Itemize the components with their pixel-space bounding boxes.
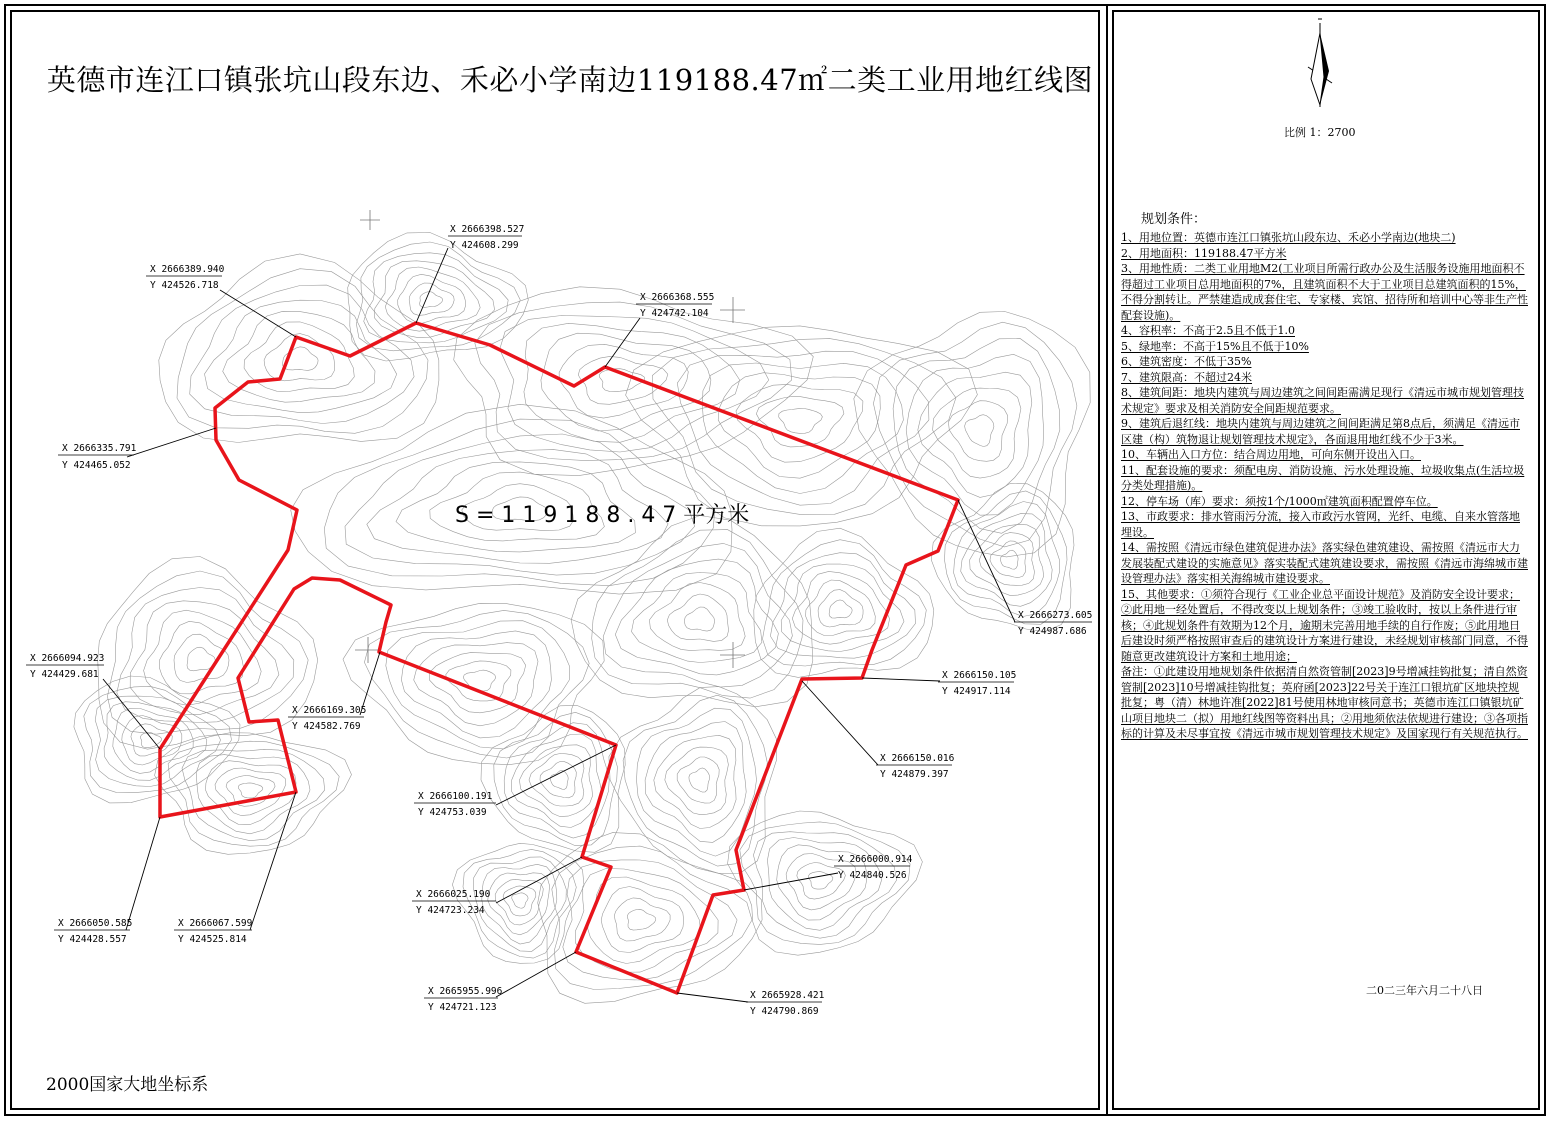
contour-line: [753, 832, 896, 939]
contour-line: [205, 300, 397, 413]
svg-text:Y 424840.526: Y 424840.526: [838, 870, 907, 881]
svg-text:Y 424723.234: Y 424723.234: [416, 905, 485, 916]
svg-text:X 2666000.914: X 2666000.914: [838, 854, 913, 865]
coord-label: [876, 753, 955, 780]
contour-line: [578, 356, 668, 404]
svg-text:X 2666100.191: X 2666100.191: [418, 791, 493, 802]
contour-line: [414, 643, 538, 726]
svg-text:Y 424526.718: Y 424526.718: [150, 280, 219, 291]
contour-line: [420, 292, 443, 308]
svg-text:X 2665928.421: X 2665928.421: [750, 990, 825, 1001]
conditions-heading: 规划条件：: [1141, 212, 1207, 227]
contour-line: [238, 783, 262, 798]
scale-label: 比例 1：2700: [1284, 126, 1356, 139]
contour-line: [685, 607, 715, 631]
svg-text:Y 424742.104: Y 424742.104: [640, 308, 709, 319]
contour-line: [488, 873, 550, 935]
terrain-contours: [74, 233, 1093, 1004]
svg-text:Y 424917.114: Y 424917.114: [942, 686, 1011, 697]
contour-line: [829, 600, 852, 618]
contour-line: [168, 741, 339, 846]
svg-text:X 2666273.605: X 2666273.605: [1018, 610, 1093, 621]
condition-item: 3、用地性质：二类工业用地M2(工业项目所需行政办公及生活服务设施用地面积不得超过工业项目总用地面积的7%，且建筑面积不大于工业项目总建筑面积的15%，不得分割转让。严禁建造成成套住宅、专家楼、宾馆、招待所和培训中心等非生产性配套设施)。: [1121, 262, 1528, 322]
condition-item: 15、其他要求：①须符合现行《工业企业总平面设计规范》及消防安全设计要求；②此用地一经处置后，不得改变以上规划条件；③竣工验收时，按以上条件进行审核；④此规划条件有效期为12个月，逾期未完善用地手续的自行作废；⑤此用地日后建设时须严格按照审查后的建筑设计方案进行建设，未经规划审核部门同意，不得随意更改建筑设计方案和土地用途；: [1121, 587, 1528, 663]
coord-label: [54, 918, 132, 945]
contour-line: [481, 705, 625, 852]
contour-line: [540, 762, 576, 798]
contour-line: [529, 754, 584, 807]
contour-line: [463, 849, 576, 958]
contour-line: [130, 601, 279, 715]
contour-line: [454, 287, 814, 476]
condition-item: 2、用地面积：119188.47平方米: [1121, 246, 1287, 260]
contour-line: [398, 274, 466, 323]
contour-line: [215, 768, 286, 816]
svg-text:X 2666150.105: X 2666150.105: [942, 670, 1017, 681]
svg-text:Y 424987.686: Y 424987.686: [1018, 626, 1087, 637]
svg-text:Y 424608.299: Y 424608.299: [450, 240, 519, 251]
condition-item: 1、用地位置：英德市连江口镇张坑山段东边、禾必小学南边(地块二): [1121, 231, 1456, 244]
contour-line: [141, 732, 162, 747]
contour-line: [174, 634, 229, 682]
coord-label: [424, 986, 503, 1013]
coord-label: [636, 292, 714, 319]
contour-line: [374, 261, 494, 338]
condition-item: 7、建筑限高：不超过24米: [1121, 370, 1252, 384]
contour-line: [627, 909, 655, 930]
condition-item: 9、建筑后退红线：地块内建筑与周边建筑之间间距满足第8点后，须满足《清远市区建（构）筑物退让规划管理技术规定》，各面退用地红线不少于3米。: [1121, 417, 1520, 446]
coord-label: [938, 670, 1016, 697]
svg-text:X 2665955.996: X 2665955.996: [428, 986, 503, 997]
coord-label: [1014, 610, 1092, 637]
contour-line: [677, 351, 929, 505]
contour-line: [1001, 550, 1019, 569]
coord-label: [146, 264, 225, 291]
contour-line: [343, 603, 604, 764]
svg-text:Y 424465.052: Y 424465.052: [62, 460, 131, 471]
contour-line: [654, 735, 736, 828]
contour-line: [401, 631, 551, 738]
condition-item: 14、需按照《清远市绿色建筑促进办法》落实绿色建筑建设、需按照《清远市大力发展装配式建设的实施意见》落实装配式建筑建设要求，需按照《清远市海绵城市建设管理办法》落实相关海绵城市建设要求。: [1121, 541, 1528, 585]
contour-line: [364, 610, 589, 758]
contour-line: [873, 322, 1077, 547]
condition-item: 11、配套设施的要求：须配电房、消防设施、污水处理设施、垃圾收集点(生活垃圾分类处理措施)。: [1121, 463, 1525, 492]
contour-line: [677, 757, 719, 803]
condition-item: 5、绿地率：不高于15%且不低于10%: [1121, 339, 1309, 353]
contour-line: [264, 334, 335, 381]
contour-line: [665, 747, 729, 815]
svg-text:X 2666335.791: X 2666335.791: [62, 443, 137, 454]
coord-label: [26, 653, 104, 680]
contour-line: [649, 583, 745, 651]
svg-text:X 2666050.585: X 2666050.585: [58, 918, 133, 929]
svg-text:Y 424879.397: Y 424879.397: [880, 769, 949, 780]
svg-text:Y 424721.123: Y 424721.123: [428, 1002, 497, 1013]
coordinate-system-label: 2000国家大地坐标系: [46, 1075, 209, 1095]
svg-text:X 2666150.016: X 2666150.016: [880, 753, 955, 764]
contour-line: [609, 687, 777, 874]
contour-line: [474, 857, 567, 952]
contour-line: [512, 893, 528, 908]
condition-item: 备注：①此建设用地规划条件依据清自然资管制[2023]9号增减挂钩批复；清自然资管制[2023]10号增减挂钩批复；英府函[2023]22号关于连江口银坑矿区地块控规批复；粤（清）林地许准[2022]81号使用林地审核同意书；英德市连江口镇银坑矿山项目地块二（拟）用地红线图等资料出具；②用地须依法依规进行建设；③各项指标的计算及未尽事宜按《清远市城市规划管理技术规定》及国家现行有关规范执行。: [1121, 665, 1528, 740]
svg-text:Y 424582.769: Y 424582.769: [292, 721, 361, 732]
svg-text:Y 424753.039: Y 424753.039: [418, 807, 487, 818]
contour-line: [979, 533, 1034, 586]
contour-line: [965, 415, 994, 447]
contour-line: [386, 621, 570, 749]
coord-label: [414, 791, 496, 818]
svg-text:X 2666389.940: X 2666389.940: [150, 264, 225, 275]
coord-label: [58, 443, 137, 471]
svg-text:X 2666368.555: X 2666368.555: [640, 292, 715, 303]
svg-text:X 2666094.923: X 2666094.923: [30, 653, 105, 664]
contour-line: [652, 339, 956, 515]
contour-line: [182, 749, 325, 840]
contour-line: [740, 822, 910, 945]
north-arrow-icon: [1308, 19, 1332, 107]
contour-line: [603, 543, 792, 687]
contour-line: [122, 716, 182, 766]
contour-line: [385, 267, 480, 331]
issue-date: 二0二三年六月二十八日: [1366, 984, 1483, 997]
grid-crosshairs: [355, 210, 745, 668]
condition-item: 10、车辆出入口方位：结合周边用地，可向东侧开设出入口。: [1121, 448, 1421, 461]
coord-label: [288, 705, 366, 732]
condition-item: 4、容积率：不高于2.5且不低于1.0: [1121, 324, 1295, 337]
coordinate-labels: [26, 224, 1092, 1017]
contour-line: [475, 302, 792, 461]
contour-line: [95, 696, 220, 786]
page-title: 英德市连江口镇张坑山段东边、禾必小学南边119188.47㎡二类工业用地红线图: [46, 63, 1094, 97]
contour-line: [818, 590, 863, 627]
contour-line: [84, 686, 232, 792]
contour-line: [667, 594, 728, 641]
contour-line: [961, 514, 1052, 607]
coord-label: [746, 990, 825, 1017]
condition-item: 13、市政要求：排水管雨污分流，接入市政污水管网，光纤、电缆、自来水管落地埋设。: [1121, 510, 1520, 539]
contour-line: [500, 316, 769, 453]
contour-line: [626, 326, 978, 526]
contour-line: [117, 588, 294, 723]
condition-item: 8、建筑间距：地块内建筑与周边建筑之间间距需满足现行《清远市城市规划管理技术规定》要求及相关消防安全间距规范要求。: [1121, 386, 1524, 415]
condition-item: 12、停车场（库）要求：须按1个/1000㎡建筑面积配置停车位。: [1121, 494, 1438, 508]
contour-line: [792, 571, 889, 644]
contour-line: [409, 283, 454, 315]
svg-text:Y 424429.681: Y 424429.681: [30, 669, 99, 680]
contour-line: [990, 541, 1026, 578]
svg-text:X 2666067.599: X 2666067.599: [178, 918, 253, 929]
svg-text:Y 424428.557: Y 424428.557: [58, 934, 127, 945]
contour-line: [948, 401, 1007, 462]
contour-line: [107, 571, 308, 734]
svg-text:Y 424525.814: Y 424525.814: [178, 934, 247, 945]
contour-line: [702, 363, 903, 494]
contour-line: [614, 898, 670, 941]
coord-label: [174, 918, 253, 945]
svg-text:Y 424790.869: Y 424790.869: [750, 1006, 819, 1017]
contour-line: [767, 838, 881, 931]
coord-label: [412, 889, 496, 916]
contour-line: [511, 734, 601, 828]
site-boundary: [160, 323, 958, 993]
svg-text:X 2666169.305: X 2666169.305: [292, 705, 367, 716]
svg-text:X 2666025.190: X 2666025.190: [416, 889, 491, 900]
coord-label: [448, 224, 524, 251]
contour-line: [645, 722, 746, 843]
contour-line: [601, 887, 684, 953]
coord-label: [834, 854, 913, 881]
planning-conditions: [1121, 230, 1529, 742]
contour-line: [552, 846, 752, 989]
condition-item: 6、建筑密度：不低于35%: [1121, 355, 1252, 368]
contour-line: [806, 580, 876, 636]
contour-line: [781, 564, 904, 652]
area-label: S = 1 1 9 1 8 8 . 4 7 平方米: [455, 503, 750, 528]
contour-line: [623, 695, 767, 866]
contour-line: [779, 408, 823, 433]
svg-text:X 2666398.527: X 2666398.527: [450, 224, 525, 235]
contour-line: [770, 553, 915, 659]
contour-line: [559, 344, 688, 418]
contour-line: [689, 768, 710, 792]
contour-line: [754, 528, 934, 677]
